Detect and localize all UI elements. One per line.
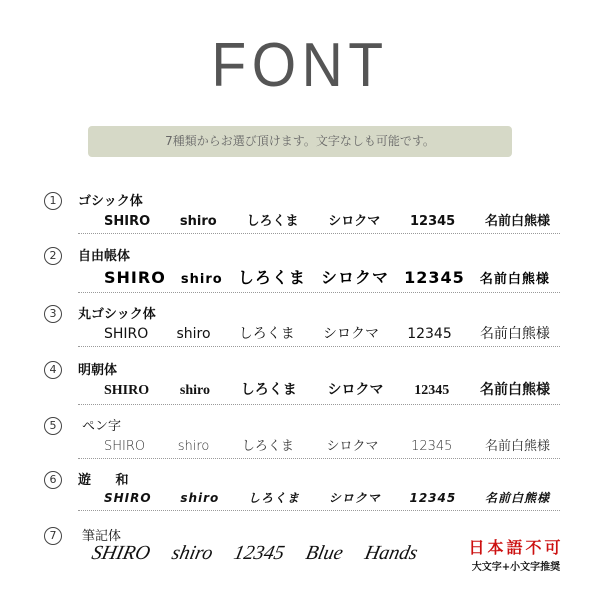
font-row-mincho — [40, 359, 560, 405]
sample-text: SHIRO — [104, 214, 151, 229]
info-banner: 7種類からお選び頂けます。文字なしも可能です。 — [88, 126, 512, 157]
divider — [78, 510, 560, 511]
font-name: 自由帳体 — [78, 249, 131, 264]
sample-text: しろくま — [240, 383, 297, 398]
sample-text: 名前白熊様 — [484, 491, 550, 505]
sample-text: シロクマ — [328, 491, 381, 505]
sample-text: Blue — [303, 542, 346, 564]
sample-text: シロクマ — [327, 383, 384, 398]
number-badge: 5 — [44, 417, 62, 435]
font-row-jiyucho — [40, 245, 560, 293]
divider — [78, 458, 560, 459]
font-row-pen — [40, 415, 560, 459]
number-badge: 4 — [44, 361, 62, 379]
sample-text: しろくま — [246, 214, 299, 229]
sample-text: 12345 — [407, 326, 452, 342]
font-name: 筆記体 — [82, 529, 122, 544]
sample-text: shiro — [176, 326, 211, 342]
sample-text: SHIRO — [104, 383, 150, 398]
font-name: ペン字 — [82, 419, 122, 434]
font-row-maru-gothic — [40, 303, 560, 347]
font-name: 明朝体 — [78, 363, 118, 378]
sample-text: しろくま — [248, 491, 301, 505]
sample-text: SHIRO — [104, 439, 146, 454]
number-badge: 1 — [44, 192, 62, 210]
sample-text: シロクマ — [328, 214, 381, 229]
sample-text: 名前白熊様 — [479, 272, 550, 287]
sample-text: SHIRO — [104, 491, 152, 505]
sample-text: 12345 — [231, 542, 287, 564]
sample-text: 名前白熊様 — [479, 383, 550, 398]
divider — [78, 233, 560, 234]
font-name: 丸ゴシック体 — [78, 307, 156, 322]
divider — [78, 346, 560, 347]
sample-text: 12345 — [404, 268, 465, 287]
caps-note: 大文字+小文字推奨 — [471, 562, 561, 573]
sample-text: shiro — [180, 272, 223, 287]
sample-text: 名前白熊様 — [484, 439, 550, 454]
sample-text: SHIRO — [104, 268, 166, 287]
number-badge: 3 — [44, 305, 62, 323]
sample-text: シロクマ — [320, 268, 389, 287]
font-name: 遊 和 — [78, 473, 139, 488]
sample-text: shiro — [179, 214, 217, 229]
divider — [78, 404, 560, 405]
sample-text: 名前白熊様 — [484, 214, 550, 229]
sample-text: シロクマ — [326, 439, 379, 454]
font-name: ゴシック体 — [78, 194, 143, 209]
sample-text: シロクマ — [322, 326, 379, 342]
sample-text: Hands — [362, 542, 420, 564]
sample-text: しろくま — [237, 268, 306, 287]
number-badge: 6 — [44, 471, 62, 489]
sample-text: shiro — [177, 439, 210, 454]
sample-text: shiro — [180, 491, 220, 505]
sample-text: SHIRO — [89, 542, 153, 564]
page-title: FONT — [211, 31, 389, 100]
script-samples — [89, 542, 452, 565]
sample-text: 12345 — [409, 491, 457, 505]
number-badge: 7 — [44, 527, 62, 545]
no-japanese-note: 日本語不可 — [468, 538, 564, 557]
sample-text: 12345 — [409, 214, 456, 229]
sample-text: 12345 — [411, 439, 453, 454]
sample-text: SHIRO — [104, 326, 149, 342]
font-row-gothic — [40, 190, 560, 234]
sample-text: shiro — [169, 542, 215, 564]
number-badge: 2 — [44, 247, 62, 265]
sample-text: 12345 — [414, 383, 450, 398]
sample-text: しろくま — [241, 439, 294, 454]
divider — [78, 292, 560, 293]
sample-text: shiro — [179, 383, 210, 398]
sample-text: 名前白熊様 — [479, 326, 550, 342]
sample-text: しろくま — [238, 326, 295, 342]
font-row-yuwa — [40, 469, 560, 511]
